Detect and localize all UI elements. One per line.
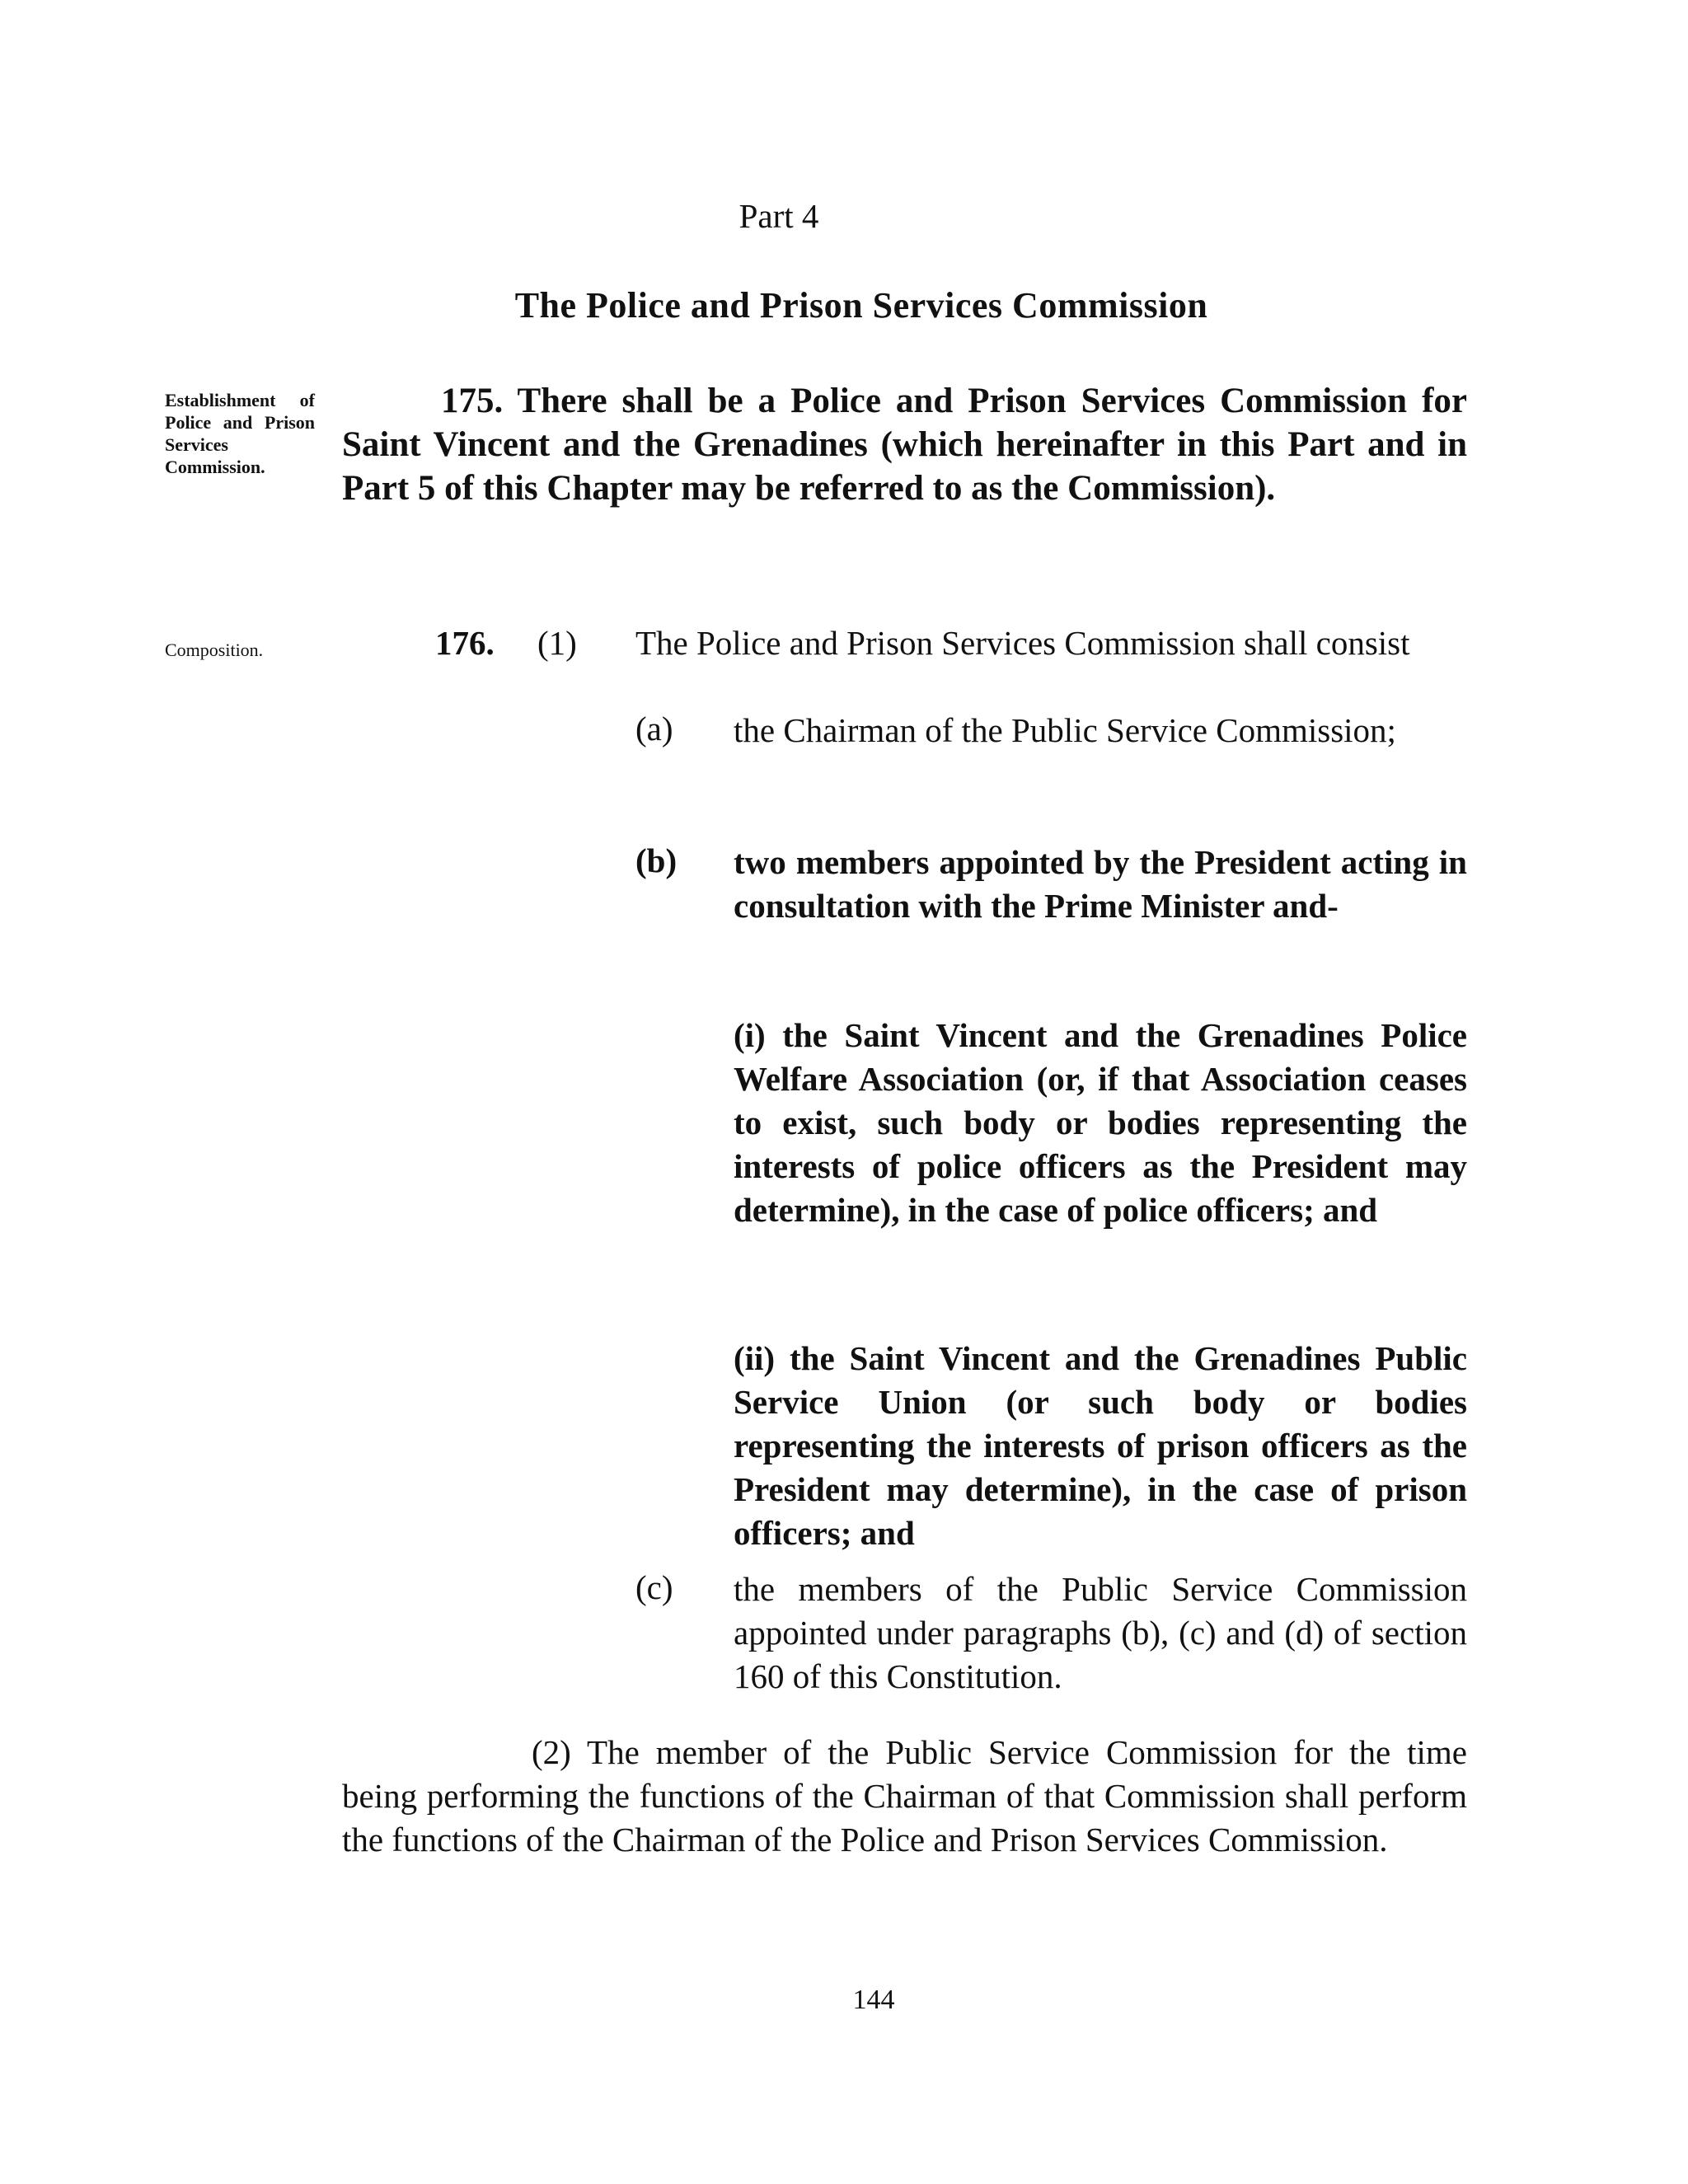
item-b-label: (b) bbox=[635, 841, 678, 879]
margin-note-establishment: Establishment of Police and Prison Services Commission. bbox=[165, 390, 315, 477]
item-c-text: the members of the Public Service Commission appointed under paragraphs (b), (c) and (d) of section 160 of this Constitution. bbox=[734, 1570, 1467, 1695]
item-b-text: two members appointed by the President acting in consultation with the Prime Minister and- bbox=[734, 843, 1467, 925]
item-a-label: (a) bbox=[635, 710, 673, 748]
part-title: The Police and Prison Services Commission bbox=[514, 285, 1208, 326]
subitem-i-text: (i) the Saint Vincent and the Grenadines Police Welfare Association (or, if that Association ceases to exist, such body or bodies representing the interests of police officers as the President may determine), in the case of police officers; and bbox=[734, 1016, 1467, 1229]
subitem-ii-text: (ii) the Saint Vincent and the Grenadines Public Service Union (or such body or bodies representing the interests of prison officers as the President may determine), in the case of prison officers; and bbox=[734, 1339, 1467, 1552]
subsection-1-lead: The Police and Prison Services Commission shall consist bbox=[635, 624, 1410, 662]
subsection-1-label: (1) bbox=[537, 624, 577, 662]
part-label: Part 4 bbox=[738, 197, 819, 235]
item-a-text: the Chairman of the Public Service Commission; bbox=[734, 711, 1396, 749]
page-number: 144 bbox=[852, 1985, 895, 2015]
section-175-text: 175. There shall be a Police and Prison Services Commission for Saint Vincent and the Grenadines (which hereinafter in this Part and in Part 5 of this Chapter may be referred to as the Commission). bbox=[342, 382, 1467, 508]
margin-note-composition: Composition. bbox=[165, 640, 264, 660]
section-176-number: 176. bbox=[435, 624, 495, 662]
item-c-label: (c) bbox=[635, 1568, 673, 1606]
subsection-2-text: (2) The member of the Public Service Commission for the time being performing the functions of the Chairman of that Commission shall perform the functions of the Chairman of the Police and Prison Services Commission. bbox=[342, 1733, 1467, 1858]
